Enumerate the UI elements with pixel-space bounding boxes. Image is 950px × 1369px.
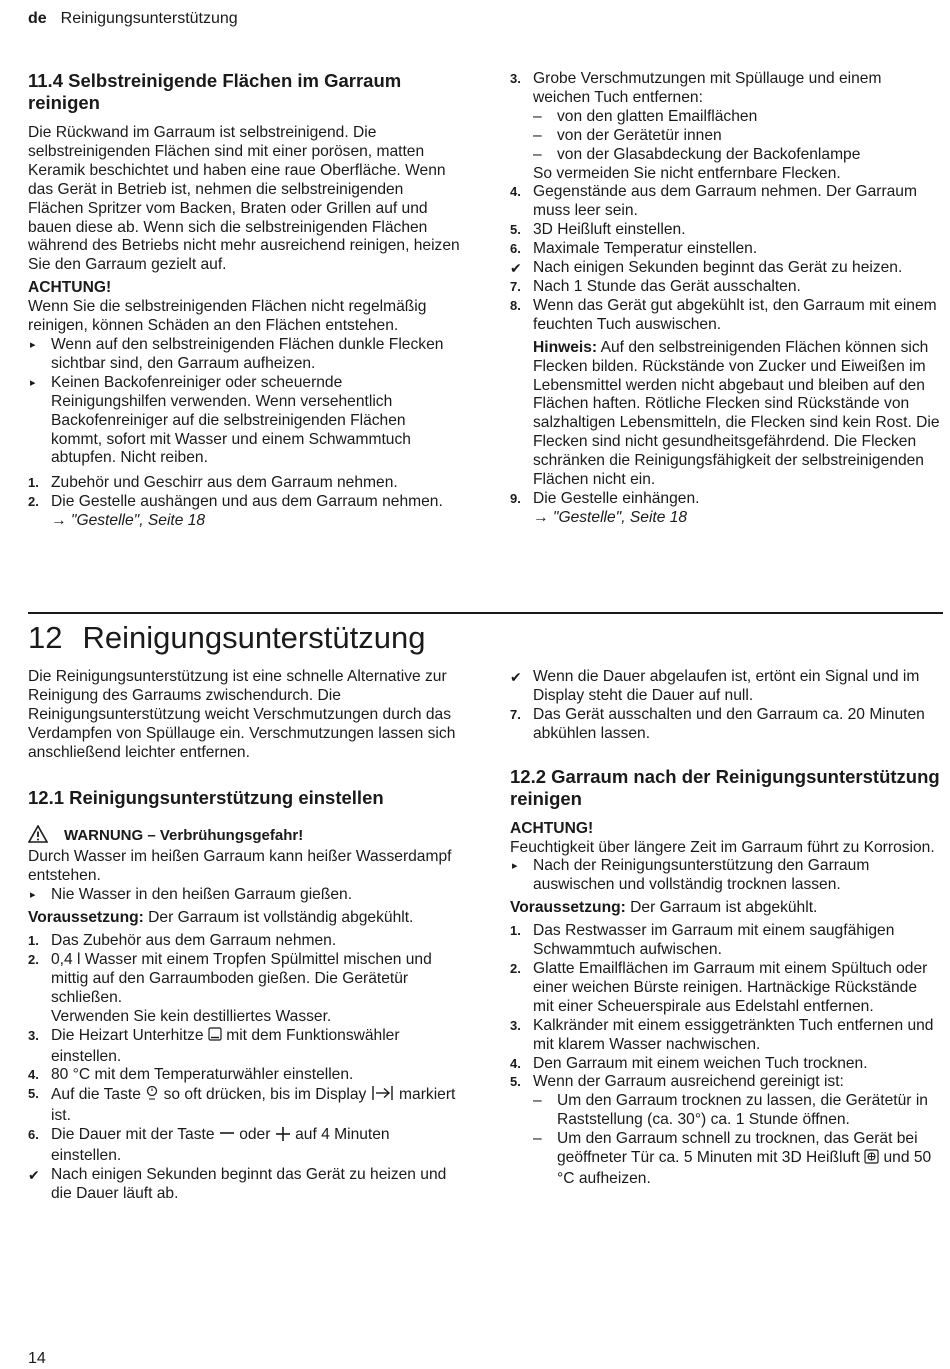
step-text: Zubehör und Geschirr aus dem Garraum nehmen. [51, 474, 398, 492]
precondition-label: Voraussetzung: [510, 899, 626, 917]
step-text [51, 951, 460, 1027]
step-text: Das Zubehör aus dem Garraum nehmen. [51, 932, 337, 950]
step-number: 1. [510, 923, 521, 939]
check-icon: ✔ [510, 260, 522, 277]
step-text: Maximale Temperatur einstellen. [533, 240, 758, 258]
step-number: 5. [28, 1086, 39, 1102]
step-item [28, 1126, 460, 1166]
step-item [510, 240, 942, 259]
step-text-part: Die Dauer mit der Taste [51, 1126, 215, 1144]
step-item [510, 1055, 942, 1074]
plus-button-icon [275, 1127, 291, 1147]
hot-air-3d-icon [864, 1149, 879, 1170]
triangle-bullet-icon: ▸ [512, 860, 518, 873]
step-number: 1. [28, 933, 39, 949]
result-text: Wenn die Dauer abgelaufen ist, ertönt ein Signal und im Display steht die Dauer auf null. [533, 668, 920, 704]
dash-text: von der Gerätetür innen [557, 126, 722, 144]
result-text: Nach einigen Sekunden beginnt das Gerät zu heizen und die Dauer läuft ab. [51, 1165, 447, 1202]
bullet-text: Keinen Backofenreiniger oder scheuernde Reinigungshilfen verwenden. Wenn versehentlich Backofenreiniger auf die selbstreinigenden Flächen kommt, sofort mit Wasser und einem Schwammtuch abtupfen. Nicht reiben. [51, 373, 411, 467]
dash-item [533, 108, 942, 127]
step-number: 3. [510, 71, 521, 86]
step-number: 4. [510, 1055, 521, 1071]
chapter-12-heading [28, 618, 425, 658]
step-number: 5. [510, 222, 521, 238]
dash-text: von den glatten Emailflächen [557, 107, 758, 125]
chapter-number: 12 [28, 620, 63, 655]
dash-item [533, 1130, 942, 1189]
step-text: Gegenstände aus dem Garraum nehmen. Der Garraum muss leer sein. [533, 183, 917, 220]
step-item [28, 1066, 460, 1085]
triangle-bullet-icon: ▸ [30, 376, 36, 389]
bullet-text: Nie Wasser in den heißen Garraum gießen. [51, 886, 353, 904]
intro-paragraph: Die Rückwand im Garraum ist selbstreinigend. Die selbstreinigenden Flächen sind mit einer porösen, matten Keramik beschichtet und haben eine raue Oberfläche. Wenn das Gerät in Betrieb ist, nehmen die selbstreinigenden Flächen Spritzer vom Backen, Braten oder Grillen auf und bauen diese ab. Wenn sich die selbstreinigenden Flächen während des Betriebs nicht mehr ausreichend reinigen, heizen Sie den Garraum gezielt auf. [28, 124, 460, 274]
chapter-intro: Die Reinigungsunterstützung ist eine schnelle Alternative zur Reinigung des Garraums zwischendurch. Die Reinigungsunterstützung weicht Verschmutzungen durch das Verdampfen von Spüllauge ein. Verschmutzungen lassen sich anschließend leichter entfernen. [28, 668, 456, 761]
step-number: 2. [28, 951, 39, 967]
step-text [533, 490, 942, 528]
step-number: 6. [28, 1127, 39, 1143]
step-number: 2. [510, 960, 521, 976]
section-12-2-heading: 12.2 Garraum nach der Reinigungsunterstützung reinigen [510, 765, 940, 809]
step-number: 3. [510, 1017, 521, 1033]
chapter-title: Reinigungsunterstützung [82, 620, 426, 655]
achtung-text: Wenn Sie die selbstreinigenden Flächen nicht regelmäßig reinigen, können Schäden an den Flächen entstehen. [28, 298, 427, 335]
step-number: 8. [510, 297, 521, 313]
step-item [28, 932, 460, 951]
step-number: 1. [28, 475, 39, 491]
section-11-4-left [28, 70, 460, 531]
chapter-divider [28, 612, 943, 614]
step-text [533, 297, 942, 490]
precondition-text: Der Garraum ist abgekühlt. [630, 899, 818, 917]
dash-text: Um den Garraum trocknen zu lassen, die Gerätetür in Raststellung (ca. 30°) ca. 1 Stunde öffnen. [557, 1092, 928, 1129]
step-text-part: markiert ist. [51, 1086, 456, 1125]
warning-label: WARNUNG – Verbrühungsgefahr! [64, 827, 304, 845]
achtung-label: ACHTUNG! [510, 819, 594, 837]
precondition [28, 909, 460, 928]
step-item [510, 706, 942, 744]
dash-text: von der Glasabdeckung der Backofenlampe [557, 145, 861, 163]
step-item [28, 1027, 460, 1067]
step-number: 6. [510, 241, 521, 257]
check-icon: ✔ [28, 1166, 40, 1183]
step-text [51, 1126, 460, 1166]
step-text-main: Grobe Verschmutzungen mit Spüllauge und einem weichen Tuch entfernen: [533, 70, 882, 106]
dash-glyph: – [533, 145, 542, 163]
precondition [510, 899, 942, 918]
step-text: Glatte Emailflächen im Garraum mit einem Spültuch oder einer weichen Bürste reinigen. Hartnäckige Rückstände mit einer Scheuerspirale aus Edelstahl entfernen. [533, 959, 928, 1015]
bullet-text: Nach der Reinigungsunterstützung den Garraum auswischen und vollständig trocknen lassen. [533, 857, 870, 894]
dash-text-part: und 50 °C aufheizen. [557, 1149, 932, 1187]
step-item [28, 474, 460, 493]
dash-glyph: – [533, 126, 542, 144]
result-item [28, 1166, 460, 1204]
precondition-label: Voraussetzung: [28, 909, 144, 927]
step-note: So vermeiden Sie nicht entfernbare Flecken. [533, 164, 841, 182]
step-text-main: Wenn der Garraum ausreichend gereinigt ist: [533, 1073, 844, 1091]
step-number: 5. [510, 1074, 521, 1090]
step-number: 3. [28, 1027, 39, 1043]
step-item [510, 70, 942, 183]
hinweis-label: Hinweis: [533, 338, 598, 356]
dash-glyph: – [533, 1130, 542, 1148]
bottom-heat-icon [208, 1027, 222, 1048]
page-number: 14 [28, 1350, 46, 1367]
dash-text-part: Um den Garraum schnell zu trocknen, das Gerät bei geöffneter Tür ca. 5 Minuten mit 3D Heißluft [557, 1130, 918, 1167]
step-item [510, 490, 942, 528]
precondition-text: Der Garraum ist vollständig abgekühlt. [148, 909, 414, 927]
language-code: de [28, 10, 47, 27]
step-text [51, 1085, 460, 1126]
step-item [510, 297, 942, 490]
dash-glyph: – [533, 1092, 542, 1110]
minus-button-icon [219, 1127, 235, 1147]
step-text [533, 70, 942, 183]
bullet-item [28, 886, 460, 905]
step-number: 4. [510, 184, 521, 200]
achtung-label: ACHTUNG! [28, 279, 112, 297]
step-item [510, 221, 942, 240]
step-item [510, 960, 942, 1017]
achtung-text: Feuchtigkeit über längere Zeit im Garraum führt zu Korrosion. [510, 838, 935, 856]
cross-reference-link[interactable]: → "Gestelle", Seite 18 [533, 508, 688, 526]
dash-item [533, 1092, 942, 1130]
bullet-item [28, 336, 460, 374]
step-text: Das Gerät ausschalten und den Garraum ca. 20 Minuten abkühlen lassen. [533, 705, 925, 742]
step-text [51, 1027, 460, 1067]
step-text-part: auf 4 Minuten einstellen. [51, 1126, 390, 1165]
step-text-main: 0,4 l Wasser mit einem Tropfen Spülmittel mischen und mittig auf den Garraumboden gießen. Die Gerätetür schließen. [51, 950, 432, 1006]
step-item [510, 1073, 942, 1188]
step-text-part: so oft drücken, bis im Display [163, 1086, 367, 1104]
step-text [533, 1073, 942, 1188]
dash-glyph: – [533, 107, 542, 125]
page-header [28, 10, 238, 28]
step-text: 3D Heißluft einstellen. [533, 221, 686, 239]
step-item [510, 1017, 942, 1055]
duration-display-icon [371, 1085, 395, 1107]
step-note: Verwenden Sie kein destilliertes Wasser. [51, 1007, 332, 1025]
step-item [28, 951, 460, 1027]
step-number: 7. [510, 278, 521, 294]
step-item [510, 183, 942, 221]
dash-item [533, 146, 942, 165]
step-item [28, 1085, 460, 1126]
result-item [510, 259, 942, 278]
result-text: Nach einigen Sekunden beginnt das Gerät zu heizen. [533, 259, 903, 277]
cross-reference-link[interactable]: → "Gestelle", Seite 18 [51, 512, 206, 530]
warning-text: Durch Wasser im heißen Garraum kann heißer Wasserdampf entstehen. [28, 848, 452, 885]
triangle-bullet-icon: ▸ [30, 889, 36, 902]
step-text-main: Wenn das Gerät gut abgekühlt ist, den Garraum mit einem feuchten Tuch auswischen. [533, 296, 937, 333]
warning-heading [28, 825, 460, 849]
bullet-item [28, 374, 460, 469]
chapter-12-left [28, 668, 460, 1204]
dash-text [557, 1130, 942, 1189]
step-text-part: Die Heizart Unterhitze [51, 1026, 204, 1044]
step-item [510, 922, 942, 960]
timer-button-icon [145, 1085, 159, 1107]
step-text: Kalkränder mit einem essiggetränkten Tuch entfernen und mit klarem Wasser nachwischen. [533, 1016, 934, 1053]
step-number: 9. [510, 490, 521, 506]
step-number: 2. [28, 494, 39, 510]
chapter-12-right [510, 668, 942, 1189]
step-text-part: mit dem Funktionswähler einstellen. [51, 1026, 400, 1065]
header-title: Reinigungsunterstützung [60, 10, 238, 27]
step-number: 4. [28, 1067, 39, 1083]
result-item [510, 668, 942, 706]
step-number: 7. [510, 706, 521, 722]
section-12-1-heading: 12.1 Reinigungsunterstützung einstellen [28, 786, 384, 808]
step-text: 80 °C mit dem Temperaturwähler einstellen. [51, 1066, 354, 1084]
warning-triangle-icon [28, 825, 64, 849]
hinweis-text: Auf den selbstreinigenden Flächen können sich Flecken bilden. Rückstände von Zucker und Eiweißen im Lebensmittel werden nicht abgebaut und bleiben auf den Flächen haften. Rötliche Flecken sind Rückstände von salzhaltigen Lebensmitteln, die Flecken sind kein Rost. Die Flecken sind nicht gesundheitsgefährdend. Die Flecken schränken die Reinigungsfähigkeit der selbstreinigenden Flächen nicht ein. [533, 338, 940, 489]
triangle-bullet-icon: ▸ [30, 338, 36, 351]
step-text: Nach 1 Stunde das Gerät ausschalten. [533, 277, 801, 295]
bullet-text: Wenn auf den selbstreinigenden Flächen dunkle Flecken sichtbar sind, den Garraum aufheizen. [51, 335, 444, 372]
step-item [510, 278, 942, 297]
bullet-item [510, 857, 942, 895]
step-item [28, 493, 460, 531]
step-text: Den Garraum mit einem weichen Tuch trocknen. [533, 1054, 868, 1072]
section-11-4-right [510, 70, 942, 528]
step-text-main: Die Gestelle einhängen. [533, 489, 700, 507]
check-icon: ✔ [510, 669, 522, 685]
step-text-part: Auf die Taste [51, 1086, 141, 1104]
step-text [51, 493, 460, 531]
step-text: Das Restwasser im Garraum mit einem saugfähigen Schwammtuch aufwischen. [533, 922, 895, 959]
step-text-main: Die Gestelle aushängen und aus dem Garraum nehmen. [51, 493, 443, 511]
step-text-part: oder [239, 1126, 271, 1144]
section-11-4-heading: 11.4 Selbstreinigende Flächen im Garraum reinigen [28, 70, 402, 113]
dash-item [533, 127, 942, 146]
